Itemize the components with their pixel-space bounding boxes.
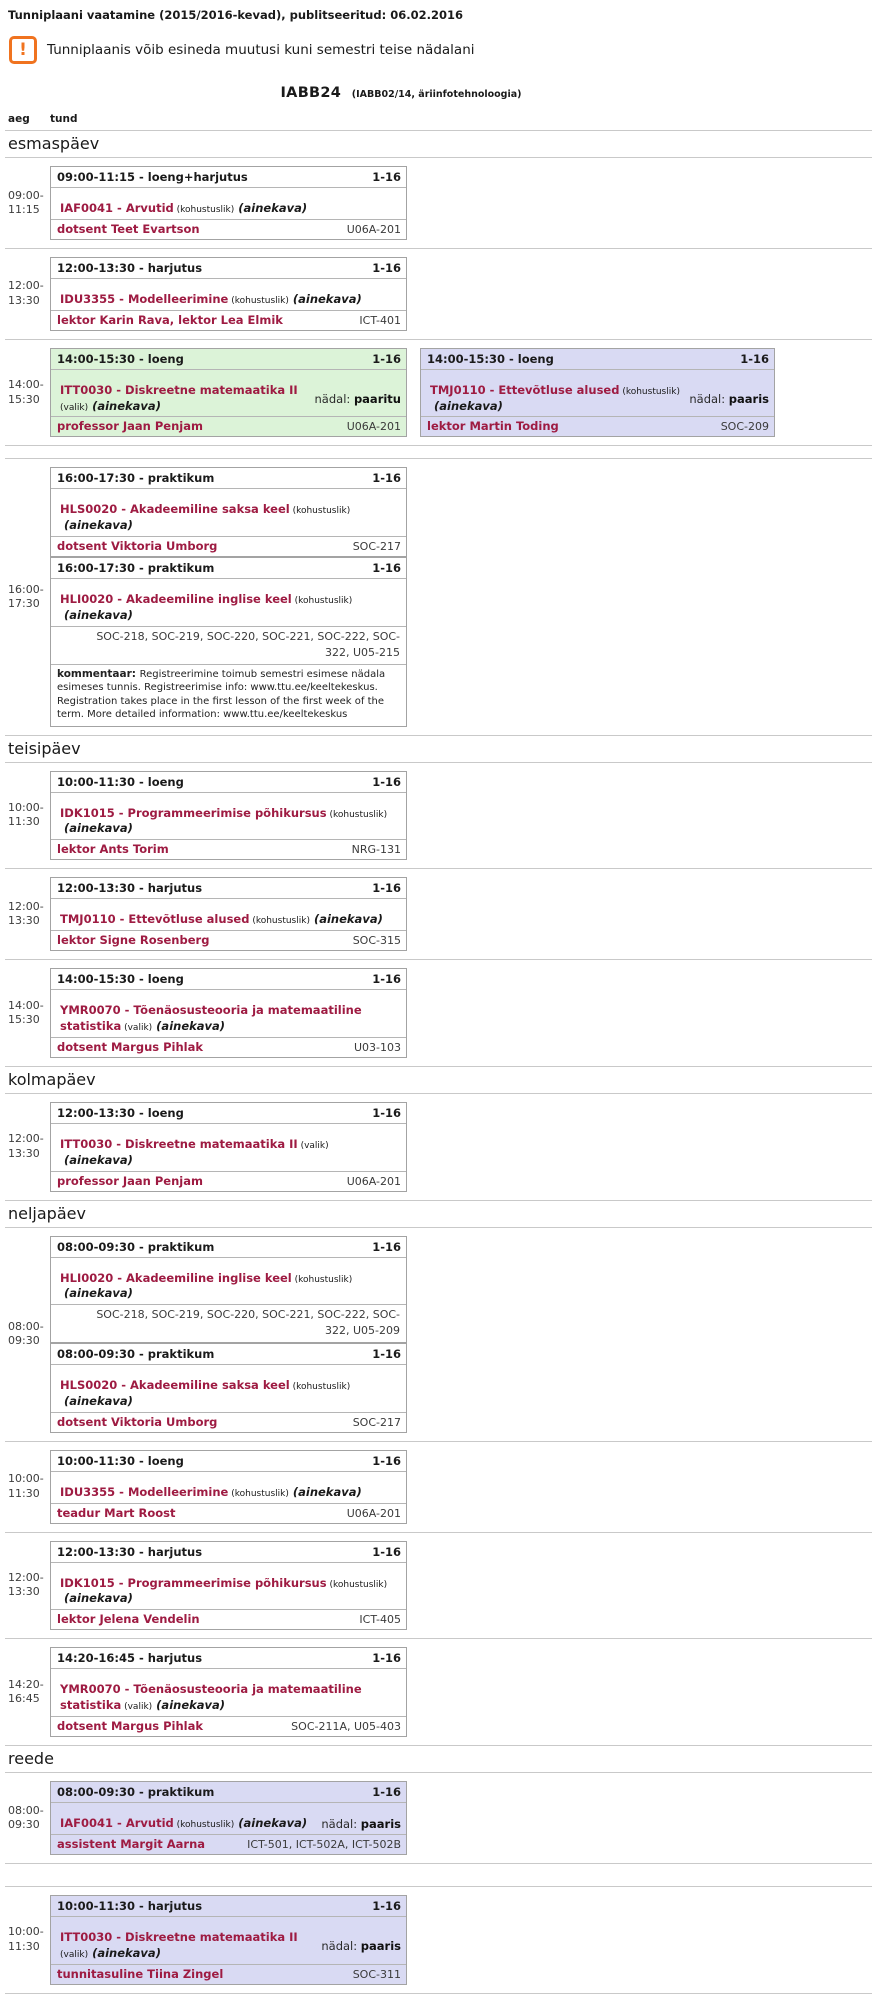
course-link[interactable]: ITT0030 - Diskreetne matemaatika II (60, 1136, 298, 1151)
events-column-1 (50, 257, 407, 331)
course-link[interactable]: ITT0030 - Diskreetne matemaatika II (60, 1929, 298, 1944)
events-column-2 (420, 257, 775, 331)
course-text (57, 1682, 401, 1714)
event-header-row (51, 1451, 406, 1472)
time-range-label: 10:00- 11:30 (8, 801, 44, 829)
events-column-1 (50, 166, 407, 240)
course-type-tag: (valik) (60, 402, 89, 413)
event-card (50, 1236, 407, 1344)
course-link[interactable]: IDU3355 - Modelleerimine (60, 1484, 229, 1499)
course-type-tag: (kohustuslik) (289, 506, 351, 517)
group-title (5, 82, 797, 101)
week-parity-label: nädal: paaris (321, 1816, 401, 1831)
lecturer-link[interactable]: dotsent Viktoria Umborg (57, 539, 218, 554)
lecturer-row (51, 1834, 406, 1854)
event-course-row (51, 291, 406, 310)
event-header-row (51, 772, 406, 793)
lecturer-link[interactable]: tunnitasuline Tiina Zingel (57, 1966, 224, 1981)
event-spacer (51, 1472, 406, 1484)
room-label: ICT-405 (359, 1613, 401, 1627)
event-spacer (51, 489, 406, 501)
events-column-2 (420, 1541, 775, 1631)
course-text (427, 383, 681, 415)
time-range-label: 12:00- 13:30 (8, 1132, 44, 1160)
group-code: IABB24 (280, 85, 342, 101)
lecturer-link[interactable]: dotsent Viktoria Umborg (57, 1414, 218, 1429)
event-course-row (51, 1929, 406, 1964)
event-header-row (51, 1103, 406, 1124)
day-header: kolmapäev (5, 1067, 872, 1094)
week-parity-label: nädal: paaritu (314, 391, 401, 406)
timeslot-row (5, 1639, 872, 1746)
time-range-label: 10:00- 11:30 (8, 1472, 44, 1500)
lecturer-link[interactable]: lektor Ants Torim (57, 842, 169, 857)
course-link[interactable]: YMR0070 - Tõenäosusteooria ja matemaatiline statistika (60, 1003, 362, 1033)
event-time-type: 08:00-09:30 - praktikum (57, 1785, 215, 1799)
lecturer-row (51, 416, 406, 436)
timeslot-row (5, 249, 872, 340)
event-card (50, 1343, 407, 1433)
warning-text: Tunniplaanis võib esineda muutusi kuni semestri teise nädalani (47, 42, 475, 58)
event-course-row (51, 1484, 406, 1503)
comment-label: kommentaar: (57, 667, 140, 680)
room-label: U06A-201 (346, 1506, 401, 1520)
event-header-row (51, 258, 406, 279)
timeslot-row (5, 1228, 872, 1442)
event-card (50, 257, 407, 331)
event-card (50, 1781, 407, 1855)
timeslot-row (5, 763, 872, 870)
ainekava-link[interactable]: (ainekava) (292, 291, 362, 306)
lecturer-link[interactable]: teadur Mart Roost (57, 1505, 176, 1520)
event-header-row (51, 969, 406, 990)
room-label: ICT-501, ICT-502A, ICT-502B (247, 1837, 401, 1851)
events-column-2 (420, 166, 775, 240)
event-weeks: 1-16 (372, 774, 401, 789)
event-weeks: 1-16 (740, 351, 769, 366)
timeslot-row (5, 1533, 872, 1640)
event-header-row (51, 878, 406, 899)
room-label: SOC-315 (352, 934, 401, 948)
events-column-2 (420, 877, 775, 951)
event-header-row (51, 1896, 406, 1917)
event-card (50, 1450, 407, 1524)
lecturer-row (51, 1716, 406, 1736)
course-type-tag: (kohustuslik) (173, 1820, 235, 1830)
event-weeks: 1-16 (372, 170, 401, 184)
timeslot-row (5, 960, 872, 1067)
room-label: ICT-401 (359, 313, 401, 327)
day-header: reede (5, 1746, 872, 1773)
event-course-row (51, 1270, 406, 1305)
course-type-tag: (kohustuslik) (291, 1274, 353, 1285)
event-card (50, 557, 407, 727)
lecturer-row (51, 1503, 406, 1523)
event-time-type: 08:00-09:30 - praktikum (57, 1347, 215, 1362)
lecturer-row (51, 536, 406, 556)
time-range-label: 12:00- 13:30 (8, 899, 44, 928)
event-header-row (51, 349, 406, 370)
table-column-headers (5, 111, 872, 131)
lecturer-link[interactable]: lektor Martin Toding (427, 419, 559, 434)
course-text (57, 912, 383, 928)
ainekava-link[interactable]: (ainekava) (434, 398, 503, 413)
event-header-row (51, 167, 406, 188)
events-column-1 (50, 968, 407, 1058)
event-weeks: 1-16 (372, 1239, 401, 1254)
event-card (50, 1541, 407, 1631)
course-link[interactable]: HLS0020 - Akadeemiline saksa keel (60, 1378, 290, 1393)
events-column-1 (50, 1895, 407, 1985)
events-column-1 (50, 771, 407, 861)
room-label: U06A-201 (346, 420, 401, 434)
room-label: U06A-201 (346, 222, 401, 236)
event-course-row (51, 805, 406, 840)
event-course-row (421, 382, 774, 417)
event-course-row (51, 1575, 406, 1610)
ainekava-link[interactable]: (ainekava) (238, 201, 308, 215)
event-spacer (51, 1917, 406, 1929)
lecturer-row (51, 1037, 406, 1057)
room-label: SOC-311 (352, 1967, 401, 1981)
course-text (57, 1137, 401, 1169)
lecturer-link[interactable]: lektor Karin Rava, lektor Lea Elmik (57, 312, 283, 327)
room-label: U06A-201 (346, 1174, 401, 1188)
event-weeks: 1-16 (372, 1651, 401, 1666)
event-weeks: 1-16 (372, 351, 401, 366)
events-column-1 (50, 348, 407, 438)
events-column-2 (420, 467, 775, 726)
events-column-1 (50, 877, 407, 951)
event-spacer (51, 793, 406, 805)
event-time-type: 10:00-11:30 - loeng (57, 774, 184, 789)
event-time-type: 10:00-11:30 - loeng (57, 1453, 184, 1468)
course-text (57, 592, 401, 624)
lecturer-row (51, 1609, 406, 1629)
event-course-row (51, 1377, 406, 1412)
events-column-1 (50, 467, 407, 726)
event-course-row (51, 382, 406, 417)
lecturer-row (51, 1171, 406, 1191)
event-time-type: 16:00-17:30 - praktikum (57, 561, 215, 576)
day-header: esmaspäev (5, 131, 872, 158)
time-range-label: 12:00- 13:30 (8, 1571, 44, 1599)
timeslot-row (5, 869, 872, 960)
events-column-1 (50, 1647, 407, 1737)
event-card (50, 166, 407, 240)
event-spacer (51, 1803, 406, 1815)
course-type-tag: (kohustuslik) (228, 295, 289, 306)
events-column-1 (50, 1450, 407, 1524)
time-range-label: 14:00- 15:30 (8, 378, 44, 406)
event-spacer (51, 188, 406, 200)
room-label: SOC-217 (352, 540, 401, 554)
event-time-type: 16:00-17:30 - praktikum (57, 471, 215, 486)
event-header-row (51, 558, 406, 579)
event-spacer (51, 1669, 406, 1681)
lecturer-link[interactable]: professor Jaan Penjam (57, 419, 203, 434)
timeslot-row (5, 158, 872, 249)
course-text (57, 1930, 313, 1962)
course-link[interactable]: ITT0030 - Diskreetne matemaatika II (60, 382, 298, 397)
event-time-type: 12:00-13:30 - harjutus (57, 881, 203, 896)
event-spacer (51, 1563, 406, 1575)
course-text (57, 1816, 307, 1832)
time-range-label: 08:00- 09:30 (8, 1319, 44, 1348)
events-column-1 (50, 1102, 407, 1192)
event-course-row (51, 200, 406, 219)
timeslot-row (5, 1773, 872, 1864)
event-card (50, 1102, 407, 1192)
room-label: SOC-209 (720, 420, 769, 434)
empty-slot-row (5, 1864, 872, 1887)
time-range-label: 08:00- 09:30 (8, 1803, 44, 1831)
course-type-tag: (kohustuslik) (326, 809, 388, 820)
lecturer-link[interactable]: lektor Jelena Vendelin (57, 1612, 200, 1627)
timetable-body (5, 131, 872, 1994)
event-card (50, 1647, 407, 1737)
course-type-tag: (kohustuslik) (291, 596, 353, 607)
event-time-type: 10:00-11:30 - harjutus (57, 1898, 203, 1913)
day-header: neljapäev (5, 1201, 872, 1228)
ainekava-link[interactable]: (ainekava) (64, 1591, 133, 1606)
day-header: teisipäev (5, 736, 872, 763)
lecturer-link[interactable]: lektor Signe Rosenberg (57, 933, 210, 948)
events-column-1 (50, 1541, 407, 1631)
event-weeks: 1-16 (372, 1453, 401, 1468)
course-link[interactable]: HLI0020 - Akadeemiline inglise keel (60, 1270, 292, 1285)
event-course-row (51, 1002, 406, 1037)
course-type-tag: (valik) (121, 1702, 153, 1713)
course-link[interactable]: IAF0041 - Arvutid (60, 1816, 174, 1830)
course-link[interactable]: IAF0041 - Arvutid (60, 201, 174, 215)
lecturer-row (51, 1964, 406, 1984)
event-course-row (51, 1815, 406, 1834)
course-type-tag: (kohustuslik) (326, 1579, 388, 1590)
time-range-label: 12:00- 13:30 (8, 279, 44, 307)
week-parity-label: nädal: paaris (321, 1938, 401, 1953)
timeslot-row (5, 1442, 872, 1533)
event-header-row (51, 1344, 406, 1365)
events-column-2 (420, 968, 775, 1058)
lecturer-link[interactable]: dotsent Margus Pihlak (57, 1719, 204, 1733)
ainekava-link[interactable]: (ainekava) (64, 518, 133, 533)
room-label: NRG-131 (351, 843, 401, 857)
event-header-row (421, 349, 774, 370)
event-card (420, 348, 775, 438)
course-text (57, 383, 307, 415)
comment-text: kommentaar: Registreerimine toimub semestri esimese nädala esimeses tunnis. Registreerimise info: www.ttu.ee/keeltekeskus. Registration takes place in the first lesson of the first week of the term. More detailed information: www.ttu.ee/keeltekeskus (51, 664, 406, 726)
course-link[interactable]: IDK1015 - Programmeerimise põhikursus (60, 1575, 327, 1590)
events-column-2 (420, 771, 775, 861)
event-spacer (51, 1365, 406, 1377)
event-weeks: 1-16 (372, 471, 401, 486)
event-weeks: 1-16 (372, 1544, 401, 1559)
course-type-tag: (valik) (297, 1140, 329, 1151)
timeslot-row (5, 1094, 872, 1201)
ainekava-link[interactable]: (ainekava) (64, 607, 133, 622)
events-column-2 (420, 1781, 775, 1855)
timeslot-row (5, 340, 872, 447)
events-column-2 (420, 1450, 775, 1524)
time-range-label: 16:00- 17:30 (8, 582, 44, 610)
events-column-2 (420, 1236, 775, 1433)
event-header-row (51, 1542, 406, 1563)
course-type-tag: (kohustuslik) (249, 916, 310, 927)
ainekava-link[interactable]: (ainekava) (92, 398, 161, 413)
course-type-tag: (kohustuslik) (619, 386, 680, 397)
course-link[interactable]: HLI0020 - Akadeemiline inglise keel (60, 592, 292, 607)
event-card (50, 348, 407, 438)
course-link[interactable]: IDU3355 - Modelleerimine (60, 291, 229, 306)
column-header-tund: tund (50, 113, 78, 125)
timeslot-row (5, 1887, 872, 1994)
lecturer-row (51, 310, 406, 330)
course-type-tag: (kohustuslik) (289, 1382, 351, 1393)
ainekava-link[interactable]: (ainekava) (238, 1816, 308, 1830)
event-course-row (51, 1681, 406, 1716)
week-parity-label: nädal: paaris (689, 391, 769, 406)
column-header-aeg: aeg (8, 113, 30, 125)
course-type-tag: (valik) (60, 1949, 89, 1960)
lecturer-row (51, 930, 406, 950)
event-header-row (51, 1648, 406, 1669)
event-card (50, 968, 407, 1058)
page-title: Tunniplaani vaatamine (2015/2016-kevad), publitseeritud: 06.02.2016 (8, 8, 463, 22)
lecturer-link[interactable]: dotsent Margus Pihlak (57, 1039, 204, 1054)
event-card (50, 771, 407, 861)
course-text (57, 292, 362, 308)
event-spacer (51, 1124, 406, 1136)
time-range-label: 10:00- 11:30 (8, 1925, 44, 1953)
event-course-row (51, 911, 406, 930)
event-time-type: 14:00-15:30 - loeng (427, 351, 554, 366)
event-spacer (51, 899, 406, 911)
empty-slot-row (5, 446, 872, 459)
event-card (50, 1895, 407, 1985)
event-time-type: 14:20-16:45 - harjutus (57, 1651, 203, 1666)
event-time-type: 08:00-09:30 - praktikum (57, 1239, 215, 1254)
ainekava-link[interactable]: (ainekava) (156, 1698, 226, 1713)
events-column-2 (420, 348, 775, 438)
course-text (57, 1576, 401, 1608)
ainekava-link[interactable]: (ainekava) (92, 1945, 161, 1960)
time-range-label: 14:20- 16:45 (8, 1677, 44, 1706)
event-card (50, 467, 407, 557)
course-text (57, 1271, 401, 1303)
lecturer-link[interactable]: dotsent Teet Evartson (57, 221, 200, 236)
course-type-tag: (kohustuslik) (228, 1488, 289, 1499)
ainekava-link[interactable]: (ainekava) (64, 1393, 133, 1408)
lecturer-row (421, 416, 774, 436)
ainekava-link[interactable]: (ainekava) (64, 821, 133, 836)
course-text (57, 201, 307, 217)
course-link[interactable]: IDK1015 - Programmeerimise põhikursus (60, 805, 327, 820)
ainekava-link[interactable]: (ainekava) (156, 1019, 226, 1033)
warning-banner (9, 36, 872, 64)
course-link[interactable]: YMR0070 - Tõenäosusteooria ja matemaatiline statistika (60, 1682, 362, 1713)
event-weeks: 1-16 (372, 881, 401, 896)
event-card (50, 877, 407, 951)
course-text (57, 1378, 401, 1410)
event-header-row (51, 1237, 406, 1258)
room-label: SOC-211A, U05-403 (291, 1720, 401, 1733)
event-course-row (51, 1136, 406, 1171)
event-weeks: 1-16 (372, 561, 401, 576)
rooms-list: SOC-218, SOC-219, SOC-220, SOC-221, SOC-222, SOC-322, U05-209 (51, 1304, 406, 1342)
course-type-tag: (valik) (121, 1023, 153, 1033)
event-weeks: 1-16 (372, 260, 401, 275)
events-column-1 (50, 1236, 407, 1433)
event-course-row (51, 501, 406, 536)
event-time-type: 12:00-13:30 - harjutus (57, 260, 203, 275)
events-column-2 (420, 1647, 775, 1737)
event-weeks: 1-16 (372, 1785, 401, 1799)
events-column-1 (50, 1781, 407, 1855)
lecturer-link[interactable]: professor Jaan Penjam (57, 1173, 203, 1188)
course-text (57, 1485, 362, 1501)
course-link[interactable]: HLS0020 - Akadeemiline saksa keel (60, 502, 290, 517)
event-time-type: 14:00-15:30 - loeng (57, 972, 184, 987)
ainekava-link[interactable]: (ainekava) (64, 1286, 133, 1301)
events-column-2 (420, 1895, 775, 1985)
events-column-2 (420, 1102, 775, 1192)
event-spacer (421, 370, 774, 382)
event-spacer (51, 1258, 406, 1270)
ainekava-link[interactable]: (ainekava) (292, 1484, 362, 1499)
event-weeks: 1-16 (372, 1105, 401, 1120)
event-time-type: 12:00-13:30 - loeng (57, 1105, 184, 1120)
event-header-row (51, 468, 406, 489)
lecturer-row (51, 839, 406, 859)
ainekava-link[interactable]: (ainekava) (64, 1152, 133, 1167)
event-spacer (51, 579, 406, 591)
event-time-type: 12:00-13:30 - harjutus (57, 1544, 203, 1559)
event-spacer (51, 279, 406, 291)
room-label: U03-103 (353, 1040, 401, 1054)
event-header-row (51, 1782, 406, 1803)
time-range-label: 14:00- 15:30 (8, 998, 44, 1026)
course-link[interactable]: TMJ0110 - Ettevõtluse alused (60, 912, 250, 927)
event-spacer (51, 990, 406, 1002)
rooms-list: SOC-218, SOC-219, SOC-220, SOC-221, SOC-222, SOC-322, U05-215 (51, 626, 406, 664)
room-label: SOC-217 (352, 1415, 401, 1429)
lecturer-link[interactable]: assistent Margit Aarna (57, 1836, 206, 1851)
course-text (57, 502, 401, 534)
ainekava-link[interactable]: (ainekava) (313, 912, 383, 927)
lecturer-row (51, 219, 406, 239)
event-time-type: 14:00-15:30 - loeng (57, 351, 184, 366)
lecturer-row (51, 1412, 406, 1432)
course-text (57, 1003, 401, 1035)
course-text (57, 806, 401, 838)
time-range-label: 09:00- 11:15 (8, 188, 44, 216)
timeslot-row (5, 459, 872, 735)
warning-icon: ! (9, 36, 37, 64)
event-time-type: 09:00-11:15 - loeng+harjutus (57, 170, 248, 184)
event-weeks: 1-16 (372, 1898, 401, 1913)
course-type-tag: (kohustuslik) (173, 205, 235, 215)
event-spacer (51, 370, 406, 382)
event-weeks: 1-16 (372, 972, 401, 987)
course-link[interactable]: TMJ0110 - Ettevõtluse alused (430, 382, 620, 397)
group-info: (IABB02/14, äriinfotehnoloogia) (351, 89, 522, 100)
event-course-row (51, 591, 406, 626)
event-weeks: 1-16 (372, 1347, 401, 1362)
